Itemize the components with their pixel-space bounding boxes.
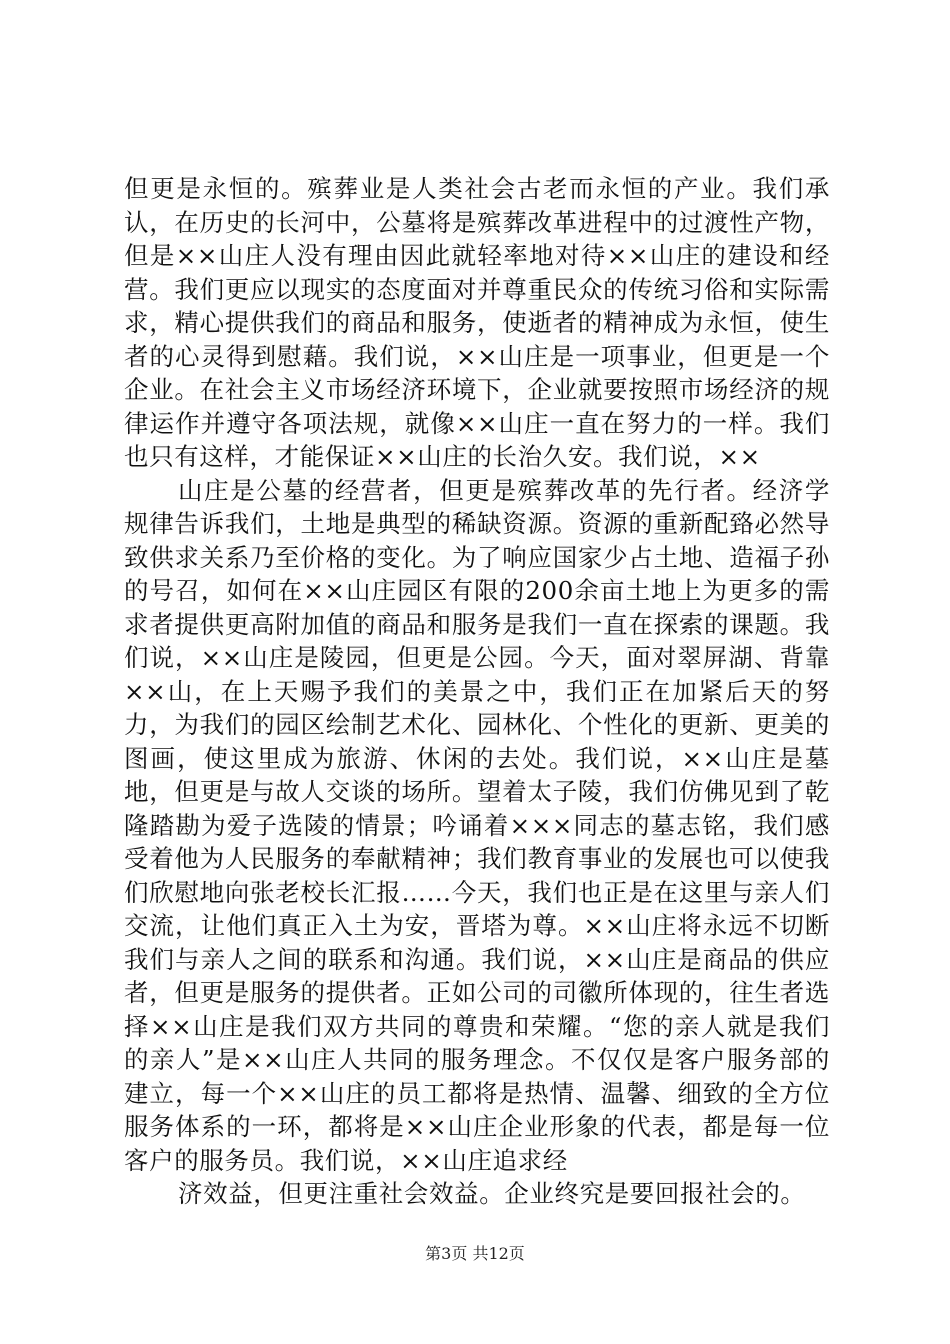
paragraph-3: 济效益，但更注重社会效益。企业终究是要回报社会的。 [178,1179,806,1208]
paragraph-1: 但更是永恒的。殡葬业是人类社会古老而永恒的产业。我们承认，在历史的长河中，公墓将是殡葬改革进程中的过渡性产物，但是××山庄人没有理由因此就轻率地对待××山庄的建设和经营。我们更应以现实的态度面对并尊重民众的传统习俗和实际需求，精心提供我们的商品和服务，使逝者的精神成为永恒，使生者的心灵得到慰藉。我们说，××山庄是一项事业，但更是一个企业。在社会主义市场经济环境下，企业就要按照市场经济的规律运作并遵守各项法规，就像××山庄一直在努力的一样。我们也只有这样，才能保证××山庄的长治久安。我们说，×× [124,174,830,471]
page-footer: 第3页 共12页 [425,1244,525,1263]
paragraph-2: 山庄是公墓的经营者，但更是殡葬改革的先行者。经济学规律告诉我们，土地是典型的稀缺资源。资源的重新配臵必然导致供求关系乃至价格的变化。为了响应国家少占土地、造福子孙的号召，如何在××山庄园区有限的200余亩土地上为更多的需求者提供更高附加值的商品和服务是我们一直在探索的课题。我们说，××山庄是陵园，但更是公园。今天，面对翠屏湖、背靠××山，在上天赐予我们的美景之中，我们正在加紧后天的努力，为我们的园区绘制艺术化、园林化、个性化的更新、更美的图画，使这里成为旅游、休闲的去处。我们说，××山庄是墓地，但更是与故人交谈的场所。望着太子陵，我们仿佛见到了乾隆踏勘为爱子选陵的情景；吟诵着×××同志的墓志铭，我们感受着他为人民服务的奉献精神；我们教育事业的发展也可以使我们欣慰地向张老校长汇报……今天，我们也正是在这里与亲人们交流，让他们真正入土为安，晋塔为尊。××山庄将永远不切断我们与亲人之间的联系和沟通。我们说，××山庄是商品的供应者，但更是服务的提供者。正如公司的司徽所体现的，往生者选择××山庄是我们双方共同的尊贵和荣耀。“您的亲人就是我们的亲人”是××山庄人共同的服务理念。不仅仅是客户服务部的建立，每一个××山庄的员工都将是热情、温馨、细致的全方位服务体系的一环，都将是××山庄企业形象的代表，都是每一位客户的服务员。我们说，××山庄追求经 [124,475,830,1175]
document-body [124,172,830,1211]
